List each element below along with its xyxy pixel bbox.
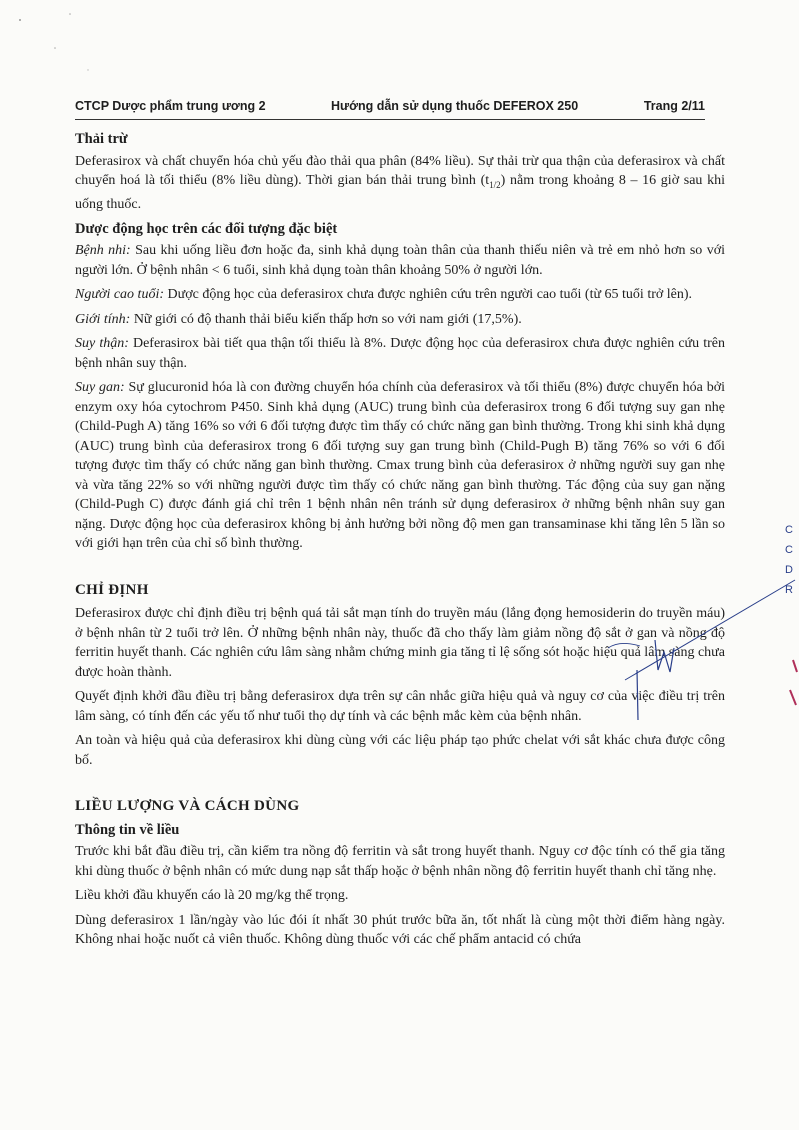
renal-paragraph: Suy thận: Deferasirox bài tiết qua thận tối thiểu là 8%. Dược động học của deferasirox chưa được nghiên cứu trên bệnh nhân suy thận. — [75, 336, 726, 371]
indication-paragraph-3: An toàn và hiệu quả của deferasirox khi dùng cùng với các liệu pháp tạo phức chelat với sắt khác chưa được công bố. — [75, 733, 725, 768]
children-paragraph: Bệnh nhi: Sau khi uống liều đơn hoặc đa, sinh khả dụng toàn thân của thanh thiếu niên và trẻ em nhỏ hơn so với người lớn. Ở bệnh nhân < 6 tuổi, sinh khả dụng toàn thân khoảng 50% ở người lớn. — [75, 243, 725, 278]
elimination-paragraph: Deferasirox và chất chuyển hóa chủ yếu đào thải qua phân (84% liều). Sự thải trừ qua thận của deferasirox và chất chuyển hoá là tối thiểu (8% liều dùng). Thời gian bán thải trung bình $(t_{1/2})$ nằm trong khoảng 8 – 16 giờ sau khi uống thuốc. — [75, 153, 725, 213]
gender-paragraph: Giới tính: Nữ giới có độ thanh thải biểu kiến thấp hơn so với nam giới (17,5%). — [75, 311, 522, 327]
header-document-title: Hướng dẫn sử dụng thuốc DEFEROX 250 — [331, 99, 579, 113]
document-body — [75, 130, 725, 955]
page-header — [75, 99, 705, 120]
elderly-paragraph: Người cao tuổi: Dược động học của deferasirox chưa được nghiên cứu trên người cao tuổi (từ 65 tuổi trở lên). — [75, 287, 693, 303]
indication-paragraph-2: Quyết định khởi đầu điều trị bằng deferasirox dựa trên sự cân nhắc giữa hiệu quả và nguy cơ của việc điều trị trên lâm sàng, có tính đến các yếu tố như tuổi thọ dự tính và các bệnh mắc kèm của bệnh nhân. — [75, 689, 725, 724]
margin-marks: C C D R — [785, 524, 793, 596]
dosage-paragraph-3: Dùng deferasirox 1 lần/ngày vào lúc đói ít nhất 30 phút trước bữa ăn, tốt nhất là cùng một thời điểm hàng ngày. Không nhai hoặc nuốt cả viên thuốc. Không dùng thuốc với các chế phẩm antacid có chứa — [75, 912, 725, 948]
indication-paragraph-1: Deferasirox được chỉ định điều trị bệnh quá tải sắt mạn tính do truyền máu (lắng đọng hemosiderin do truyền máu) ở bệnh nhân từ 2 tuổi trở lên. Ở những bệnh nhân này, thuốc đã cho thấy làm giảm nồng độ sắt ở gan và nồng độ ferritin huyết thanh. Các nghiên cứu lâm sàng nhằm chứng minh gia tăng tỉ lệ sống sót hoặc hiệu quả lâm sàng chưa được hoàn thành. — [75, 606, 725, 680]
hepatic-paragraph: Suy gan: Sự glucuronid hóa là con đường chuyển hóa chính của deferasirox và tối thiểu (8%) được chuyển hóa bởi enzym oxy hóa cytochrom P450. Sinh khả dụng (AUC) trung bình của deferasirox trong 6 đối tượng suy gan nhẹ (Child-Pugh A) tăng 16% so với 6 đối tượng được tìm thấy có chức năng gan bình thường. Trong khi sinh khả dụng (AUC) trung bình của deferasirox trong 6 đối tượng suy gan trung bình (Child-Pugh B) tăng 76% so với 6 đối tượng được tìm thấy có chức năng gan bình thường. Cmax trung bình của deferasirox ở những người suy gan nhẹ và vừa tăng 22% so với những người được tìm thấy có chức năng gan bình thường. Tác động của suy gan nặng (Child-Pugh C) được đánh giá chỉ trên 1 bệnh nhân nên tránh sử dụng deferasirox ở những bệnh nhân suy gan nặng. Dược động học của deferasirox không bị ảnh hưởng bởi nồng độ men gan transaminase khi tăng lên 5 lần so với giới hạn trên của chỉ số bình thường. — [75, 380, 725, 552]
dosage-heading: LIỀU LƯỢNG VÀ CÁCH DÙNG — [75, 798, 300, 815]
dosage-paragraph-1: Trước khi bắt đầu điều trị, cần kiểm tra nồng độ ferritin và sắt trong huyết thanh. Nguy cơ độc tính có thể gia tăng khi dùng thuốc ở bệnh nhân có mức dung nạp sắt thấp hoặc ở bệnh nhân nồng độ ferritin huyết thanh chỉ tăng nhẹ. — [75, 844, 725, 879]
header-page-number: Trang 2/11 — [643, 99, 705, 113]
header-company: CTCP Dược phẩm trung ương 2 — [75, 99, 266, 113]
indication-heading: CHỈ ĐỊNH — [75, 581, 149, 598]
scan-specks — [0, 0, 120, 100]
dosage-info-heading: Thông tin về liều — [75, 821, 180, 838]
dosage-paragraph-2: Liều khởi đầu khuyến cáo là 20 mg/kg thể trọng. — [75, 888, 349, 904]
special-populations-heading: Dược động học trên các đối tượng đặc biệt — [75, 220, 338, 237]
elimination-heading: Thải trừ — [75, 131, 128, 147]
